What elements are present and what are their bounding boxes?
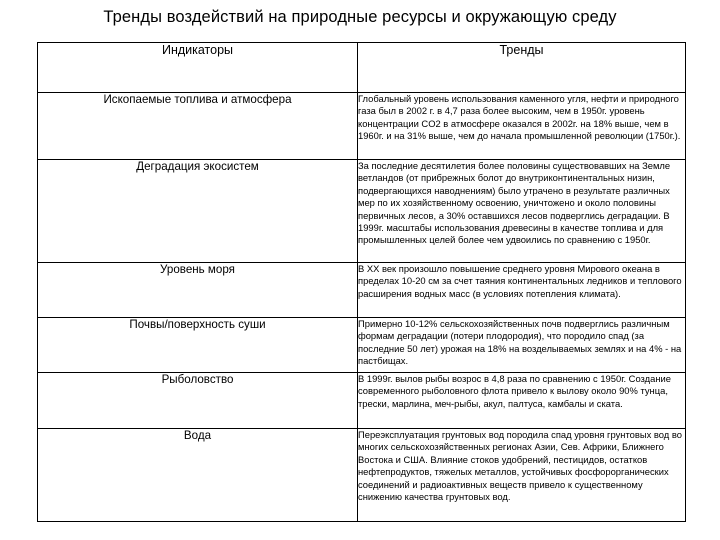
indicator-cell: Вода	[38, 429, 358, 522]
table-row	[38, 318, 686, 373]
table-header-row	[38, 43, 686, 93]
column-header-indicators: Индикаторы	[38, 43, 358, 93]
table-row	[38, 160, 686, 263]
table-row	[38, 93, 686, 160]
trend-cell: Переэксплуатация грунтовых вод породила спад уровня грунтовых вод во многих сельскохозяйственных регионах Азии, Сев. Африки, Ближнего Востока и США. Влияние стоков удобрений, пестицидов, остатков нефтепродуктов, тяжелых металлов, устойчивых фосфорорганических соединений и радиоактивных веществ привело к существенному снижению качества грунтовых вод.	[358, 429, 686, 522]
table-row	[38, 263, 686, 318]
indicator-cell: Деградация экосистем	[38, 160, 358, 263]
trend-cell: Примерно 10-12% сельскохозяйственных почв подверглись различным формам деградации (потери плодородия), что породило спад (за последние 50 лет) урожая на 18% на возделываемых землях и на 4% - на пастбищах.	[358, 318, 686, 373]
indicator-cell: Почвы/поверхность суши	[38, 318, 358, 373]
table-row	[38, 373, 686, 429]
trend-cell: Глобальный уровень использования каменного угля, нефти и природного газа был в 2002 г. в 4,7 раза более высоким, чем в 1950г. уровень концентрации CO2 в атмосфере оказался в 2002г. на 18% выше, чем в 1960г. и на 31% выше, чем до начала промышленной революции (1750г.).	[358, 93, 686, 160]
indicator-cell: Ископаемые топлива и атмосфера	[38, 93, 358, 160]
indicator-cell: Рыболовство	[38, 373, 358, 429]
trend-cell: В 1999г. вылов рыбы возрос в 4,8 раза по сравнению с 1950г. Создание современного рыболовного флота привело к вылову около 90% тунца, трески, марлина, меч-рыбы, акул, палтуса, камбалы и ската.	[358, 373, 686, 429]
column-header-trends: Тренды	[358, 43, 686, 93]
page-title: Тренды воздействий на природные ресурсы и окружающую среду	[103, 8, 617, 26]
table-row	[38, 429, 686, 522]
indicator-cell: Уровень моря	[38, 263, 358, 318]
trends-table	[37, 42, 686, 522]
trend-cell: В XX век произошло повышение среднего уровня Мирового океана в пределах 10-20 см за счет таяния континентальных ледников и теплового расширения водных масс (в условиях потепления климата).	[358, 263, 686, 318]
trend-cell: За последние десятилетия более половины существовавших на Земле ветландов (от прибрежных болот до внутриконтинентальных низин, подвергающихся наводнениям) было утрачено в результате различных мер по их хозяйственному освоению, уничтожено и около половины первичных лесов, а 30% оставшихся лесов подверглись деградации. В 1999г. масштабы использования древесины в качестве топлива и для промышленных целей более чем удвоились по сравнению с 1950г.	[358, 160, 686, 263]
